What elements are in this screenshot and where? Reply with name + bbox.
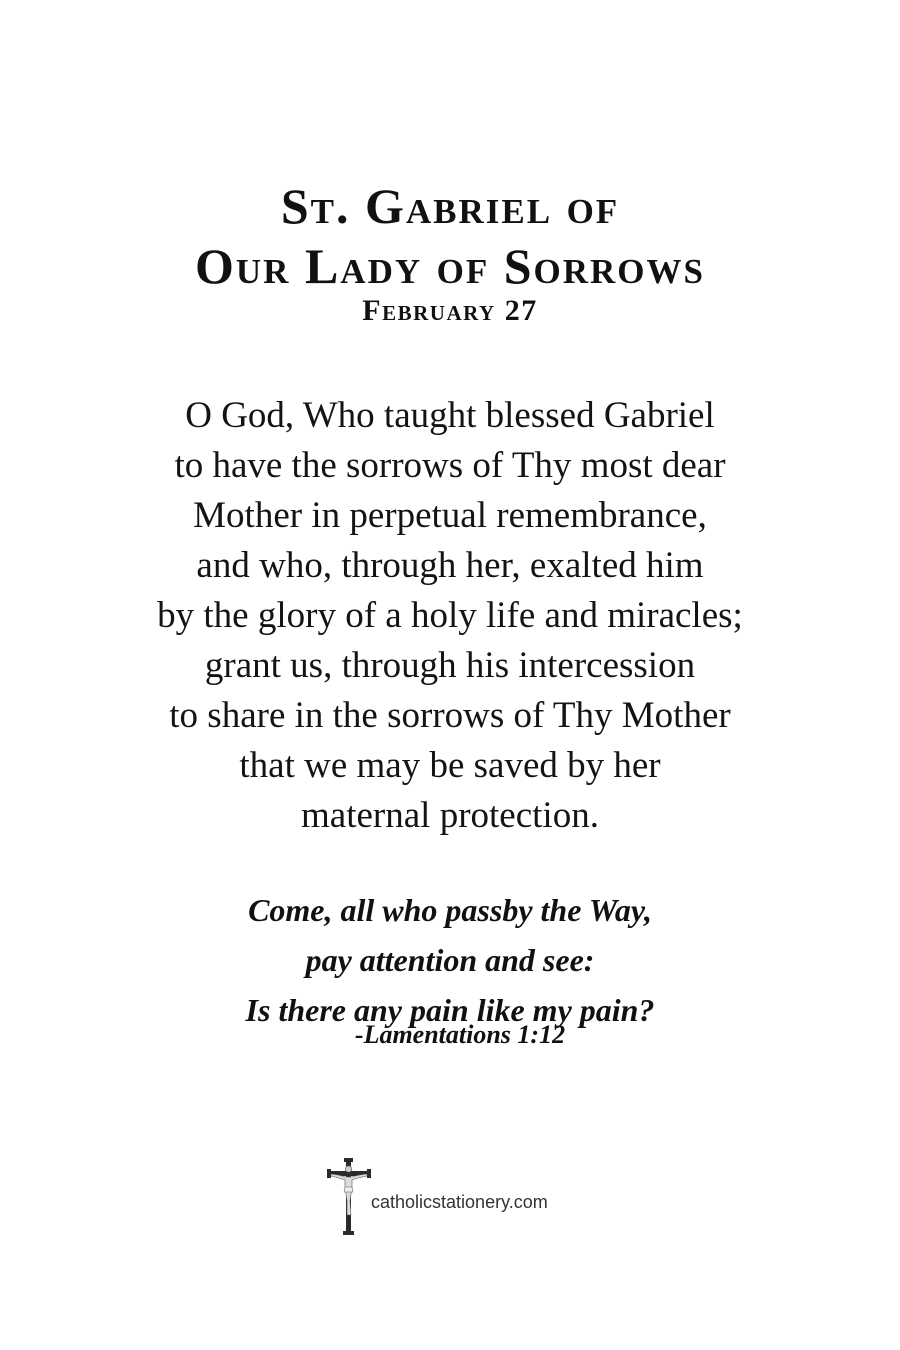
prayer-line: to have the sorrows of Thy most dear	[174, 445, 726, 486]
website-url: catholicstationery.com	[371, 1192, 548, 1212]
scripture-verse	[0, 885, 900, 1035]
feast-date: February 27	[362, 294, 538, 327]
crucifix-icon	[326, 1157, 372, 1237]
saint-name-line-2: Our Lady of Sorrows	[195, 238, 705, 294]
prayer-line: and who, through her, exalted him	[196, 545, 704, 586]
prayer-line: O God, Who taught blessed Gabriel	[185, 395, 715, 436]
prayer-line: maternal protection.	[301, 795, 599, 836]
prayer-line: grant us, through his intercession	[204, 645, 696, 686]
prayer-line: by the glory of a holy life and miracles;	[157, 595, 743, 636]
verse-line: Come, all who passby the Way,	[248, 892, 652, 928]
verse-line: Is there any pain like my pain?	[245, 992, 655, 1028]
prayer-line: to share in the sorrows of Thy Mother	[169, 695, 731, 736]
prayer-line: that we may be saved by her	[239, 745, 661, 786]
prayer-text	[0, 391, 900, 841]
verse-line: pay attention and see:	[305, 942, 595, 978]
verse-citation: -Lamentations 1:12	[354, 1020, 566, 1049]
saint-name-line-1: St. Gabriel of	[280, 178, 620, 234]
prayer-line: Mother in perpetual remembrance,	[193, 495, 707, 536]
